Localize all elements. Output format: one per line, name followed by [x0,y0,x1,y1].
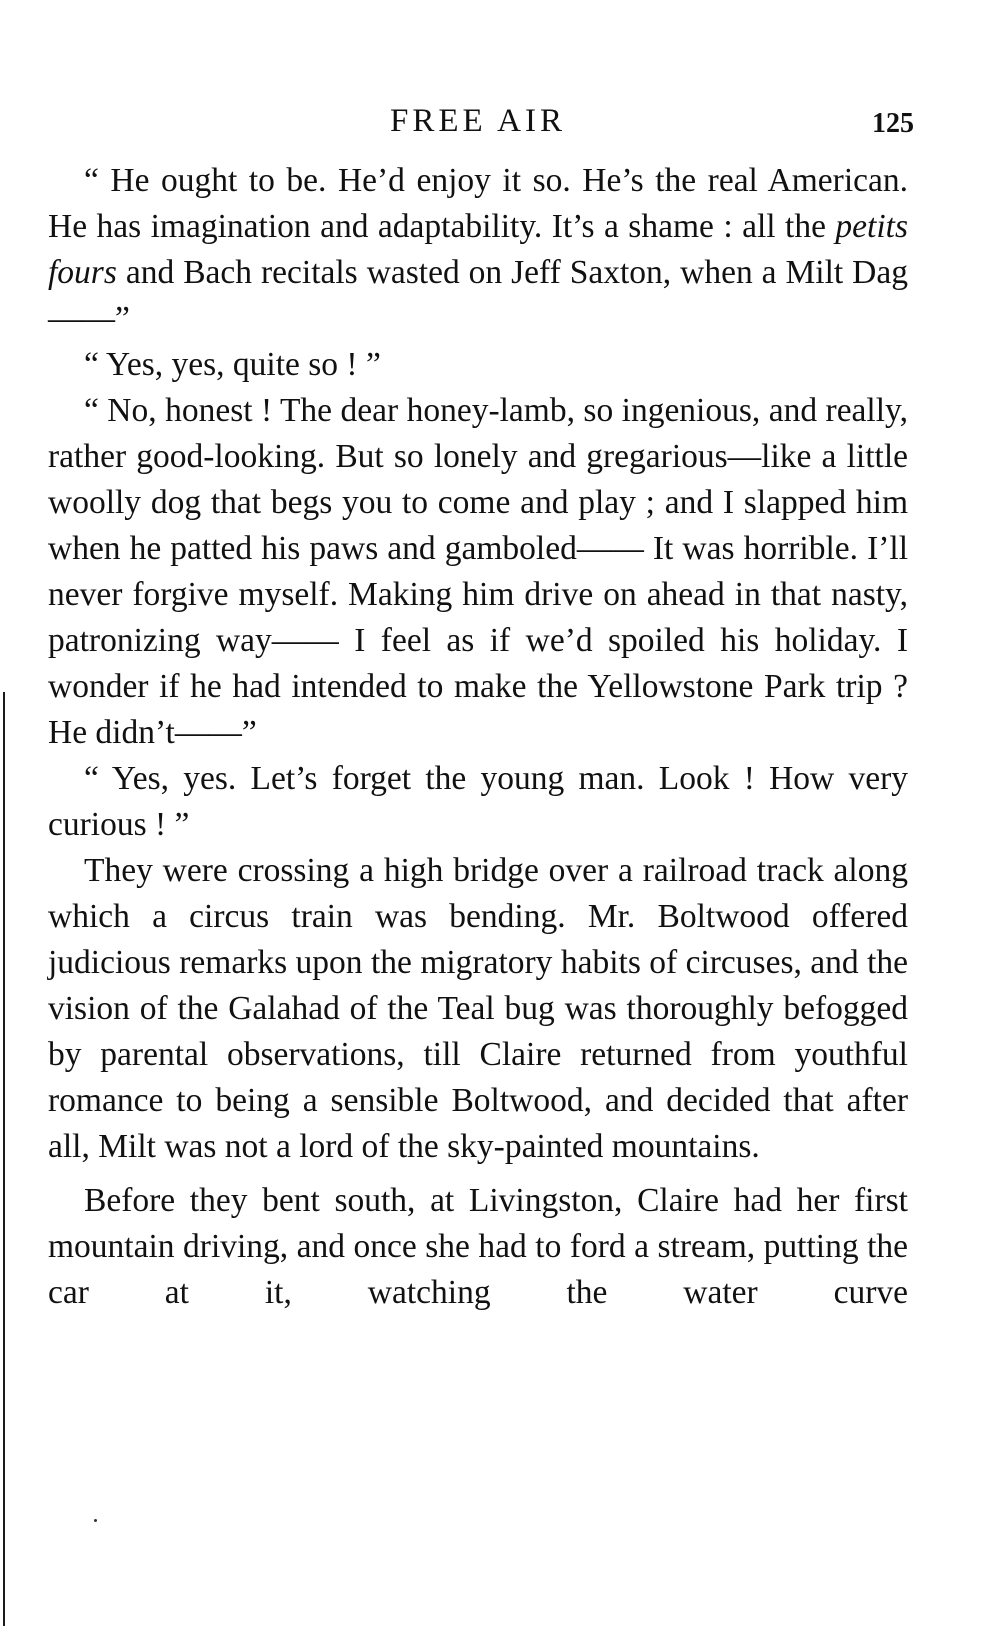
paragraph-2: “ Yes, yes, quite so ! ” [84,346,381,383]
paragraph-3: “ No, honest ! The dear honey-lamb, so ingenious, and really, rather good-looking. But so lonely and gregarious—like a little woolly dog that begs you to come and play ; and I slapped him when he patted his paws and gamboled—— It was horrible. I’ll never forgive myself. Making him drive on ahead in that nasty, patronizing way—— I feel as if we’d spoiled his holiday. I wonder if he had intended to make the Yellowstone Park trip ? He didn’t——” [48,392,908,751]
paragraph-1-start: “ He ought to be. He’d enjoy it so. He’s the real American. He has imagination and adaptability. It’s a shame : all the [48,162,908,245]
page-number: 125 [872,108,914,139]
paragraph-4: “ Yes, yes. Let’s forget the young man. Look ! How very curious ! ” [48,760,908,843]
paragraph-1 [48,158,908,342]
stray-ink-dot [94,1519,97,1522]
paragraph-1-end: and Bach recitals wasted on Jeff Saxton, when a Milt Dag——” [48,254,908,337]
body-text [48,158,908,1316]
paragraph-5: They were crossing a high bridge over a railroad track along which a circus train was bending. Mr. Boltwood offered judicious remarks upon the migratory habits of circuses, and the vision of the Galahad of the Teal bug was thoroughly befogged by parental observations, till Claire returned from youthful romance to being a sensible Boltwood, and decided that after all, Milt was not a lord of the sky-painted mountains. [48,852,908,1165]
running-title: FREE AIR [390,103,566,139]
italic-phrase: petits fours [48,208,908,291]
page-header [48,96,914,146]
binding-edge-line [3,692,5,1626]
paragraph-6: Before they bent south, at Livingston, Claire had her first mountain driving, and once she had to ford a stream, putting the car at it, watching the water curve [48,1182,908,1311]
